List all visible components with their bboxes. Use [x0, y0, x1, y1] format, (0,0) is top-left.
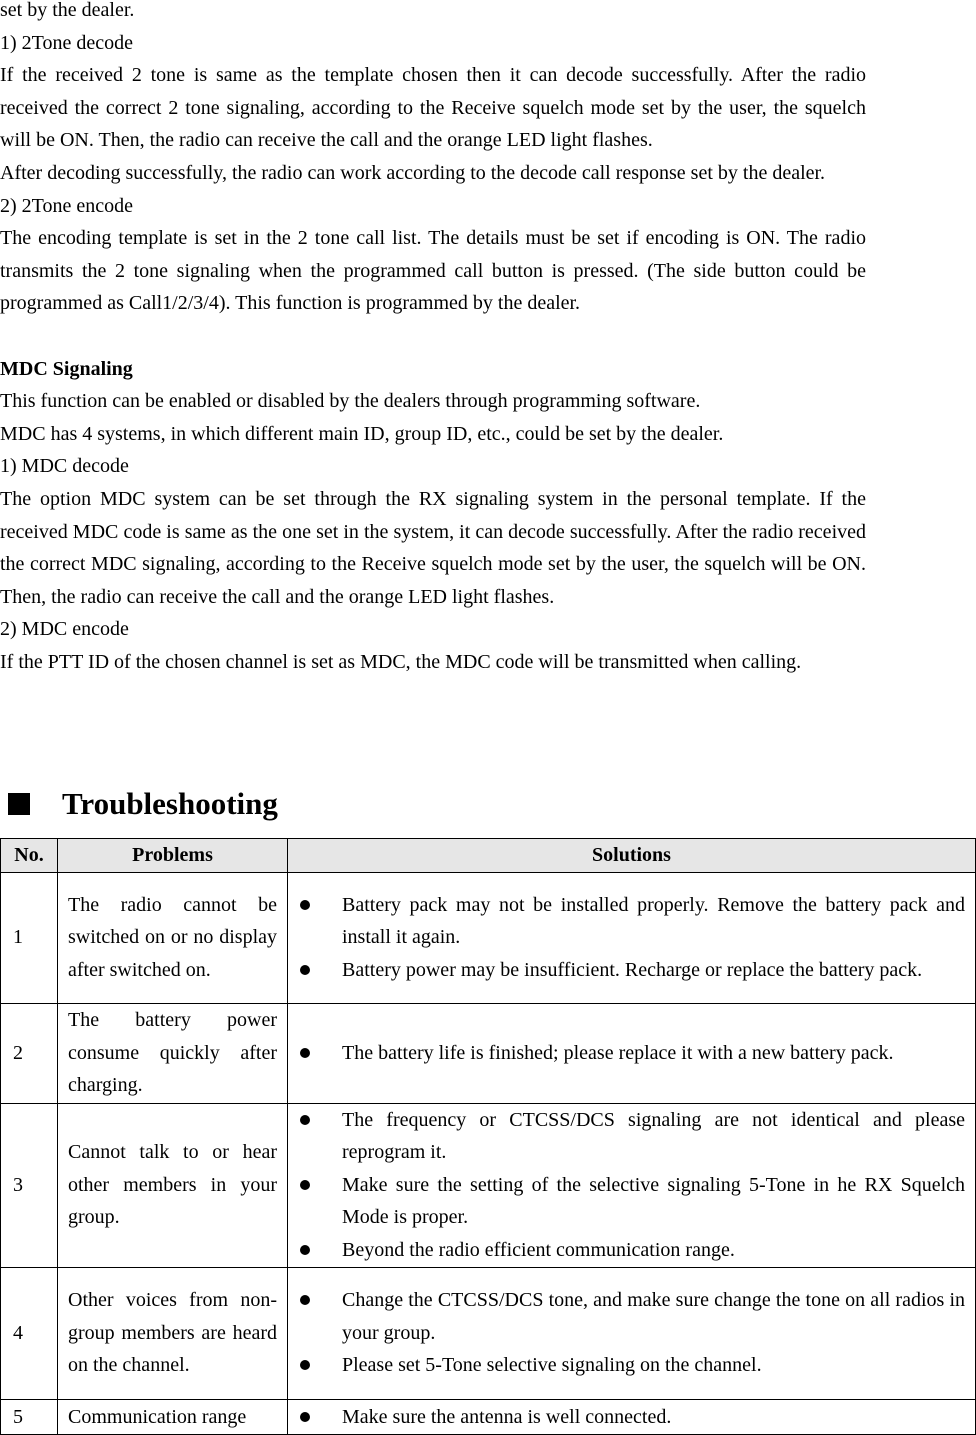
solutions-cell	[288, 1003, 976, 1103]
subheading-mdc-decode: 1) MDC decode	[0, 455, 129, 478]
paragraph-2tone-decode: If the received 2 tone is same as the template chosen then it can decode successfully. After the radio received the correct 2 tone signaling, according to the Receive squelch mode set by the user, the squelch will be ON. Then, the radio can receive the call and the orange LED light flashes.	[0, 64, 866, 152]
problem-cell: Other voices from non-group members are heard on the channel.	[58, 1267, 288, 1399]
bullet-icon	[300, 965, 310, 975]
solution-item: Beyond the radio efficient communication range.	[300, 1234, 965, 1267]
bullet-icon	[300, 1048, 310, 1058]
table-row	[1, 1003, 976, 1103]
paragraph-dealer-note: set by the dealer.	[0, 0, 135, 21]
paragraph-mdc-encode: If the PTT ID of the chosen channel is set as MDC, the MDC code will be transmitted when calling.	[0, 650, 802, 673]
subheading-mdc-encode: 2) MDC encode	[0, 618, 129, 641]
table-row	[1, 1399, 976, 1435]
heading-mdc-signaling: MDC Signaling	[0, 357, 133, 380]
bullet-icon	[300, 1360, 310, 1370]
problem-cell: The radio cannot be switched on or no display after switched on.	[58, 872, 288, 1003]
row-number: 2	[1, 1003, 58, 1103]
solution-item: Battery pack may not be installed properly. Remove the battery pack and install it again.	[300, 889, 965, 954]
paragraph-mdc-systems: MDC has 4 systems, in which different main ID, group ID, etc., could be set by the dealer.	[0, 422, 724, 445]
table-row	[1, 1103, 976, 1267]
section-title	[0, 786, 278, 822]
solution-item: Battery power may be insufficient. Recharge or replace the battery pack.	[300, 954, 965, 987]
solutions-cell	[288, 1267, 976, 1399]
row-number: 3	[1, 1103, 58, 1267]
solution-item: The battery life is finished; please replace it with a new battery pack.	[300, 1037, 965, 1070]
header-problems: Problems	[58, 839, 288, 873]
body-text	[0, 0, 866, 678]
solution-item: Make sure the setting of the selective signaling 5-Tone in he RX Squelch Mode is proper.	[300, 1169, 965, 1234]
row-number: 4	[1, 1267, 58, 1399]
bullet-icon	[300, 1115, 310, 1125]
solutions-cell	[288, 872, 976, 1003]
table-header-row	[1, 839, 976, 873]
bullet-icon	[300, 1180, 310, 1190]
problem-cell: Cannot talk to or hear other members in your group.	[58, 1103, 288, 1267]
problem-cell: Communication range	[58, 1399, 288, 1435]
bullet-icon	[300, 1295, 310, 1305]
bullet-icon	[300, 900, 310, 910]
header-no: No.	[1, 839, 58, 873]
section-title-text: Troubleshooting	[62, 786, 278, 821]
row-number: 1	[1, 872, 58, 1003]
problem-cell: The battery power consume quickly after charging.	[58, 1003, 288, 1103]
square-bullet-icon	[8, 793, 30, 815]
solutions-cell	[288, 1399, 976, 1435]
paragraph-mdc-enable: This function can be enabled or disabled by the dealers through programming software.	[0, 390, 701, 413]
troubleshooting-table	[0, 838, 976, 1435]
solution-item: Change the CTCSS/DCS tone, and make sure change the tone on all radios in your group.	[300, 1284, 965, 1349]
paragraph-2tone-encode: The encoding template is set in the 2 tone call list. The details must be set if encoding is ON. The radio transmits the 2 tone signaling when the programmed call button is pressed. (The side button could be programmed as Call1/2/3/4). This function is programmed by the dealer.	[0, 227, 866, 315]
spacer	[0, 320, 866, 353]
row-number: 5	[1, 1399, 58, 1435]
paragraph-mdc-decode: The option MDC system can be set through the RX signaling system in the personal template. If the received MDC code is same as the one set in the system, it can decode successfully. After the radio received the correct MDC signaling, according to the Receive squelch mode set by the user, the squelch will be ON. Then, the radio can receive the call and the orange LED light flashes.	[0, 487, 866, 608]
table-row	[1, 872, 976, 1003]
solution-item: Please set 5-Tone selective signaling on the channel.	[300, 1349, 965, 1382]
solution-item: Make sure the antenna is well connected.	[300, 1401, 965, 1434]
solutions-cell	[288, 1103, 976, 1267]
subheading-2tone-decode: 1) 2Tone decode	[0, 31, 133, 54]
solution-item: The frequency or CTCSS/DCS signaling are not identical and please reprogram it.	[300, 1104, 965, 1169]
bullet-icon	[300, 1245, 310, 1255]
subheading-2tone-encode: 2) 2Tone encode	[0, 194, 133, 217]
bullet-icon	[300, 1412, 310, 1422]
header-solutions: Solutions	[288, 839, 976, 873]
table-row	[1, 1267, 976, 1399]
paragraph-decode-response: After decoding successfully, the radio can work according to the decode call response set by the dealer.	[0, 161, 826, 184]
